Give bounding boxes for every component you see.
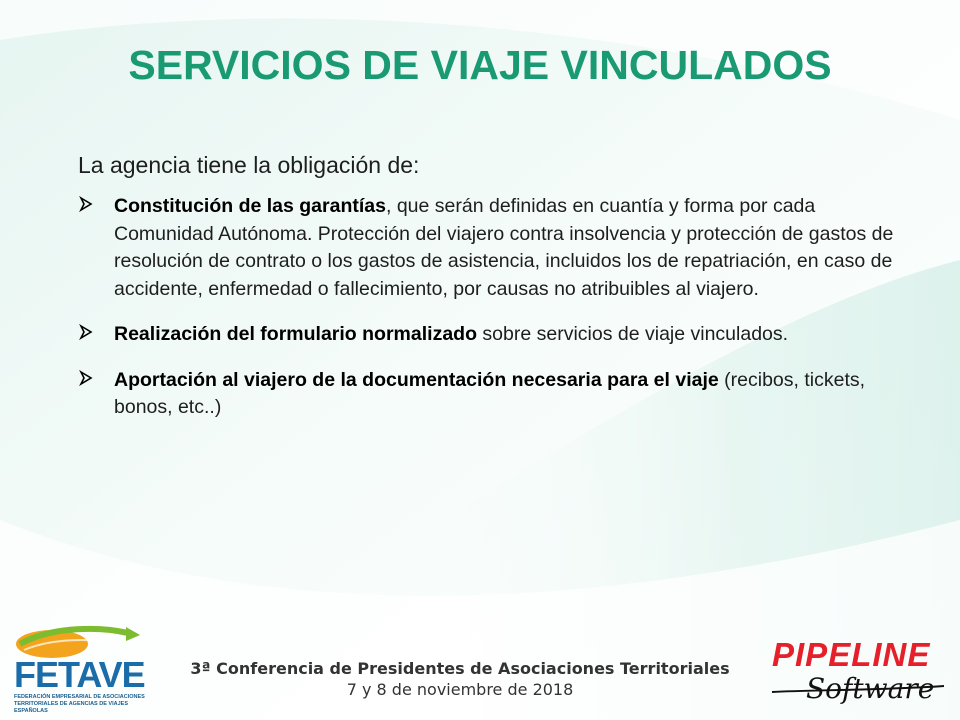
fetave-subtitle — [14, 694, 149, 715]
bullet-bold-text: Constitución de las garantías — [114, 195, 386, 217]
content-body — [78, 152, 898, 440]
bullet-item — [78, 367, 898, 422]
bullet-item — [78, 193, 898, 303]
fetave-logo — [12, 618, 147, 718]
slide-title: SERVICIOS DE VIAJE VINCULADOS — [128, 42, 832, 88]
pipeline-wordmark: PIPELINE — [772, 636, 931, 673]
arrow-bullet-icon — [78, 367, 98, 395]
footer-title: 3ª Conferencia de Presidentes de Asociaciones Territoriales — [190, 659, 730, 678]
fetave-subtitle-line: TERRITORIALES DE AGENCIAS DE VIAJES ESPAÑOLAS — [14, 701, 128, 714]
footer-date: 7 y 8 de noviembre de 2018 — [346, 680, 574, 699]
footer-conference — [160, 659, 760, 699]
bullet-bold-text: Realización del formulario normalizado — [114, 323, 477, 345]
bullet-text: (recibos, tickets, bonos, etc..) — [114, 368, 866, 418]
bullet-text: sobre servicios de viaje vinculados. — [477, 323, 789, 345]
fetave-swoosh-icon — [12, 618, 147, 658]
intro-text: La agencia tiene la obligación de: — [78, 152, 420, 178]
fetave-wordmark: FETAVE — [14, 654, 145, 695]
arrow-bullet-icon — [78, 321, 98, 349]
fetave-subtitle-line: FEDERACIÓN EMPRESARIAL DE ASOCIACIONES — [14, 694, 145, 700]
bullet-item — [78, 321, 898, 349]
bullet-bold-text: Aportación al viajero de la documentación necesaria para el viaje — [114, 368, 719, 391]
pipeline-logo — [768, 636, 953, 716]
bullet-text: , que serán definidas en cuantía y forma por cada Comunidad Autónoma. Protección del viajero contra insolvencia y protección de gastos de resolución de contrato o los gastos de asistencia, incluidos los de repatriación, en caso de accidente, enfermedad o fallecimiento, por causas no atribuibles al viajero. — [114, 195, 894, 300]
pipeline-script-text: Software — [806, 672, 935, 705]
arrow-bullet-icon — [78, 193, 98, 221]
